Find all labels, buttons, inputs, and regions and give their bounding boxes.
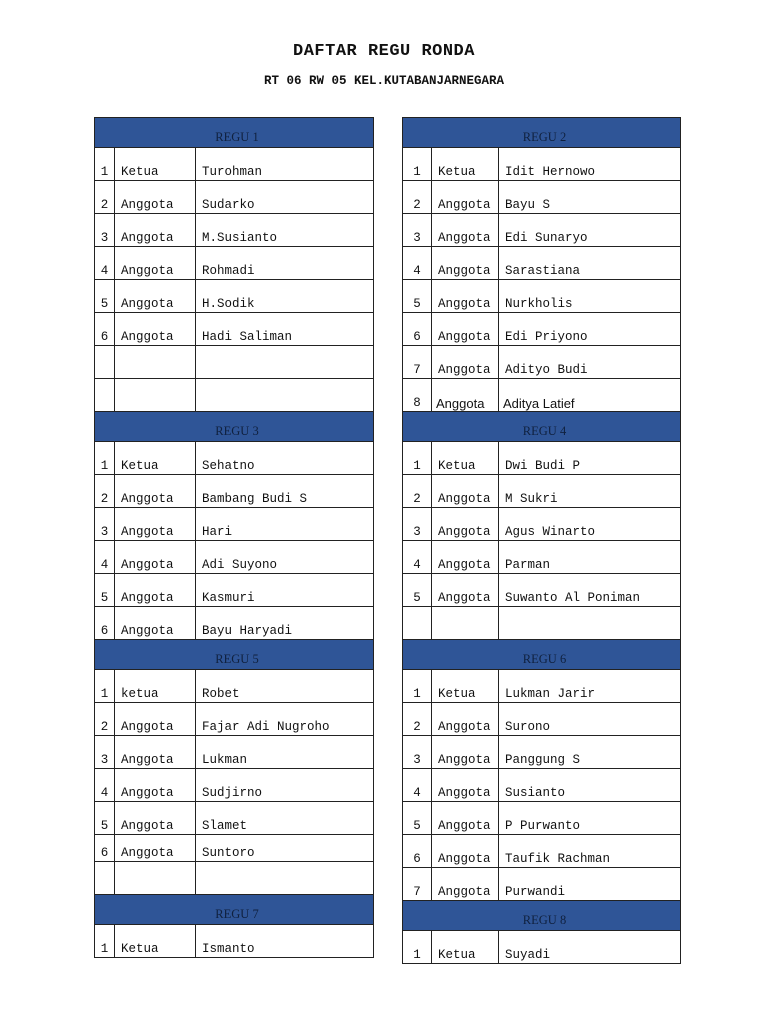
member-role: Ketua [115, 148, 196, 181]
document-title: DAFTAR REGU RONDA [293, 42, 475, 61]
member-name: Sarastiana [499, 247, 681, 280]
member-row [403, 736, 681, 769]
regu-title: REGU 6 [403, 640, 681, 670]
regu-table-left [94, 117, 374, 958]
member-name: Lukman [196, 736, 374, 769]
member-row [95, 574, 374, 607]
member-role: Anggota [115, 802, 196, 835]
member-no: 4 [95, 769, 115, 802]
member-row [95, 379, 374, 412]
member-name: Hari [196, 508, 374, 541]
member-row [403, 802, 681, 835]
member-name: Sehatno [196, 442, 374, 475]
regu-title: REGU 5 [95, 640, 374, 670]
member-name: Adi Suyono [196, 541, 374, 574]
member-row [403, 346, 681, 379]
member-no [95, 862, 115, 895]
member-row [403, 313, 681, 346]
member-name: Surono [499, 703, 681, 736]
member-role: Anggota [432, 346, 499, 379]
document-subtitle: RT 06 RW 05 KEL.KUTABANJARNEGARA [263, 74, 505, 88]
member-no: 2 [95, 181, 115, 214]
member-role: Ketua [432, 148, 499, 181]
member-no: 1 [403, 148, 432, 181]
member-no: 1 [403, 931, 432, 964]
regu-table-right [402, 117, 681, 964]
member-role: Anggota [115, 475, 196, 508]
member-no: 4 [95, 541, 115, 574]
right-column [402, 117, 681, 964]
member-no: 3 [95, 508, 115, 541]
member-role: Anggota [432, 508, 499, 541]
member-role: Anggota [432, 574, 499, 607]
regu-title: REGU 2 [403, 118, 681, 148]
regu-header [403, 118, 681, 148]
member-row [403, 607, 681, 640]
member-row [95, 148, 374, 181]
member-no: 4 [403, 769, 432, 802]
member-name: Kasmuri [196, 574, 374, 607]
member-name: Sudjirno [196, 769, 374, 802]
member-row [403, 508, 681, 541]
regu-title: REGU 8 [403, 901, 681, 931]
member-row [95, 736, 374, 769]
member-name [196, 379, 374, 412]
member-no: 1 [95, 442, 115, 475]
member-name: Suntoro [196, 835, 374, 862]
member-no: 2 [403, 703, 432, 736]
member-role: Anggota [432, 736, 499, 769]
member-role [115, 346, 196, 379]
member-no: 2 [403, 475, 432, 508]
regu-header [95, 118, 374, 148]
member-no: 1 [95, 148, 115, 181]
member-row [95, 442, 374, 475]
member-no: 2 [95, 703, 115, 736]
member-name: Nurkholis [499, 280, 681, 313]
member-row [403, 835, 681, 868]
member-role: Ketua [432, 931, 499, 964]
regu-title: REGU 4 [403, 412, 681, 442]
member-row [403, 442, 681, 475]
member-name: Purwandi [499, 868, 681, 901]
member-row [403, 868, 681, 901]
member-role: Anggota [432, 541, 499, 574]
member-name: Idit Hernowo [499, 148, 681, 181]
member-role [115, 862, 196, 895]
member-no [95, 346, 115, 379]
member-no: 5 [95, 574, 115, 607]
member-row [95, 181, 374, 214]
member-row [403, 214, 681, 247]
member-row [95, 280, 374, 313]
member-no: 5 [95, 802, 115, 835]
member-no: 6 [95, 835, 115, 862]
regu-title: REGU 1 [95, 118, 374, 148]
member-row [403, 541, 681, 574]
member-no: 5 [403, 802, 432, 835]
member-row [95, 313, 374, 346]
member-row [403, 475, 681, 508]
member-role: Anggota [432, 769, 499, 802]
member-role: Ketua [432, 670, 499, 703]
member-name: Fajar Adi Nugroho [196, 703, 374, 736]
member-no: 3 [403, 736, 432, 769]
member-role: Anggota [115, 508, 196, 541]
member-name: P Purwanto [499, 802, 681, 835]
member-no: 1 [95, 670, 115, 703]
regu-header [95, 640, 374, 670]
member-no: 6 [403, 835, 432, 868]
member-role: Anggota [432, 280, 499, 313]
member-role: Anggota [115, 736, 196, 769]
member-role: Anggota [115, 541, 196, 574]
member-name [499, 607, 681, 640]
member-name: M.Susianto [196, 214, 374, 247]
regu-header [403, 901, 681, 931]
member-no: 1 [95, 925, 115, 958]
member-no: 7 [403, 346, 432, 379]
member-role: Anggota [432, 868, 499, 901]
member-name [196, 862, 374, 895]
member-name: Bayu Haryadi [196, 607, 374, 640]
member-role: Anggota [115, 280, 196, 313]
member-name: Bayu S [499, 181, 681, 214]
member-role: Anggota [115, 181, 196, 214]
member-role: Anggota [432, 379, 499, 412]
regu-header [403, 412, 681, 442]
member-no: 8 [403, 379, 432, 412]
member-row [403, 574, 681, 607]
member-name: Ismanto [196, 925, 374, 958]
member-row [403, 769, 681, 802]
member-no: 5 [95, 280, 115, 313]
member-row [95, 670, 374, 703]
regu-header [403, 640, 681, 670]
member-role: Anggota [115, 214, 196, 247]
member-name: Slamet [196, 802, 374, 835]
member-name: Suyadi [499, 931, 681, 964]
member-row [95, 247, 374, 280]
member-name: Aditya Latief [499, 379, 681, 412]
member-name: Agus Winarto [499, 508, 681, 541]
left-column [94, 117, 374, 958]
member-no: 6 [95, 313, 115, 346]
member-name: Sudarko [196, 181, 374, 214]
member-name: Hadi Saliman [196, 313, 374, 346]
member-no [403, 607, 432, 640]
member-no: 1 [403, 670, 432, 703]
member-role: Anggota [432, 214, 499, 247]
member-row [403, 280, 681, 313]
member-row [95, 925, 374, 958]
member-row [403, 379, 681, 412]
member-role: Anggota [432, 802, 499, 835]
member-name: Turohman [196, 148, 374, 181]
member-role: Anggota [432, 247, 499, 280]
member-name: M Sukri [499, 475, 681, 508]
member-row [403, 181, 681, 214]
member-no: 4 [95, 247, 115, 280]
member-role: Anggota [115, 769, 196, 802]
member-name: Bambang Budi S [196, 475, 374, 508]
member-no [95, 379, 115, 412]
member-name: Adityo Budi [499, 346, 681, 379]
member-row [95, 802, 374, 835]
member-name: Panggung S [499, 736, 681, 769]
member-role: Anggota [432, 475, 499, 508]
member-row [95, 703, 374, 736]
member-role: Anggota [115, 313, 196, 346]
member-name: Dwi Budi P [499, 442, 681, 475]
member-row [95, 508, 374, 541]
member-name: Lukman Jarir [499, 670, 681, 703]
member-row [95, 862, 374, 895]
regu-title: REGU 7 [95, 895, 374, 925]
member-no: 6 [403, 313, 432, 346]
member-name: Rohmadi [196, 247, 374, 280]
member-row [95, 769, 374, 802]
regu-header [95, 895, 374, 925]
regu-header [95, 412, 374, 442]
member-no: 4 [403, 541, 432, 574]
member-role: ketua [115, 670, 196, 703]
member-role: Anggota [432, 835, 499, 868]
member-row [403, 670, 681, 703]
member-no: 7 [403, 868, 432, 901]
member-no: 3 [403, 508, 432, 541]
member-no: 3 [95, 736, 115, 769]
member-no: 3 [95, 214, 115, 247]
member-name: Edi Sunaryo [499, 214, 681, 247]
member-role [115, 379, 196, 412]
member-no: 6 [95, 607, 115, 640]
member-row [95, 346, 374, 379]
member-no: 5 [403, 280, 432, 313]
member-role: Anggota [115, 247, 196, 280]
member-no: 1 [403, 442, 432, 475]
member-row [95, 214, 374, 247]
member-no: 2 [403, 181, 432, 214]
member-no: 5 [403, 574, 432, 607]
member-name [196, 346, 374, 379]
member-name: Taufik Rachman [499, 835, 681, 868]
member-row [403, 247, 681, 280]
member-row [403, 931, 681, 964]
member-name: Susianto [499, 769, 681, 802]
member-role: Anggota [115, 574, 196, 607]
member-row [403, 703, 681, 736]
member-role: Ketua [432, 442, 499, 475]
member-role: Anggota [432, 181, 499, 214]
regu-title: REGU 3 [95, 412, 374, 442]
member-name: H.Sodik [196, 280, 374, 313]
member-name: Suwanto Al Poniman [499, 574, 681, 607]
member-name: Robet [196, 670, 374, 703]
member-role [432, 607, 499, 640]
member-name: Parman [499, 541, 681, 574]
member-role: Anggota [115, 835, 196, 862]
member-row [95, 835, 374, 862]
member-role: Anggota [115, 607, 196, 640]
member-row [95, 541, 374, 574]
member-row [95, 607, 374, 640]
member-role: Ketua [115, 442, 196, 475]
member-no: 3 [403, 214, 432, 247]
member-row [403, 148, 681, 181]
member-role: Anggota [432, 703, 499, 736]
member-name: Edi Priyono [499, 313, 681, 346]
member-no: 4 [403, 247, 432, 280]
member-row [95, 475, 374, 508]
member-no: 2 [95, 475, 115, 508]
member-role: Ketua [115, 925, 196, 958]
member-role: Anggota [115, 703, 196, 736]
member-role: Anggota [432, 313, 499, 346]
